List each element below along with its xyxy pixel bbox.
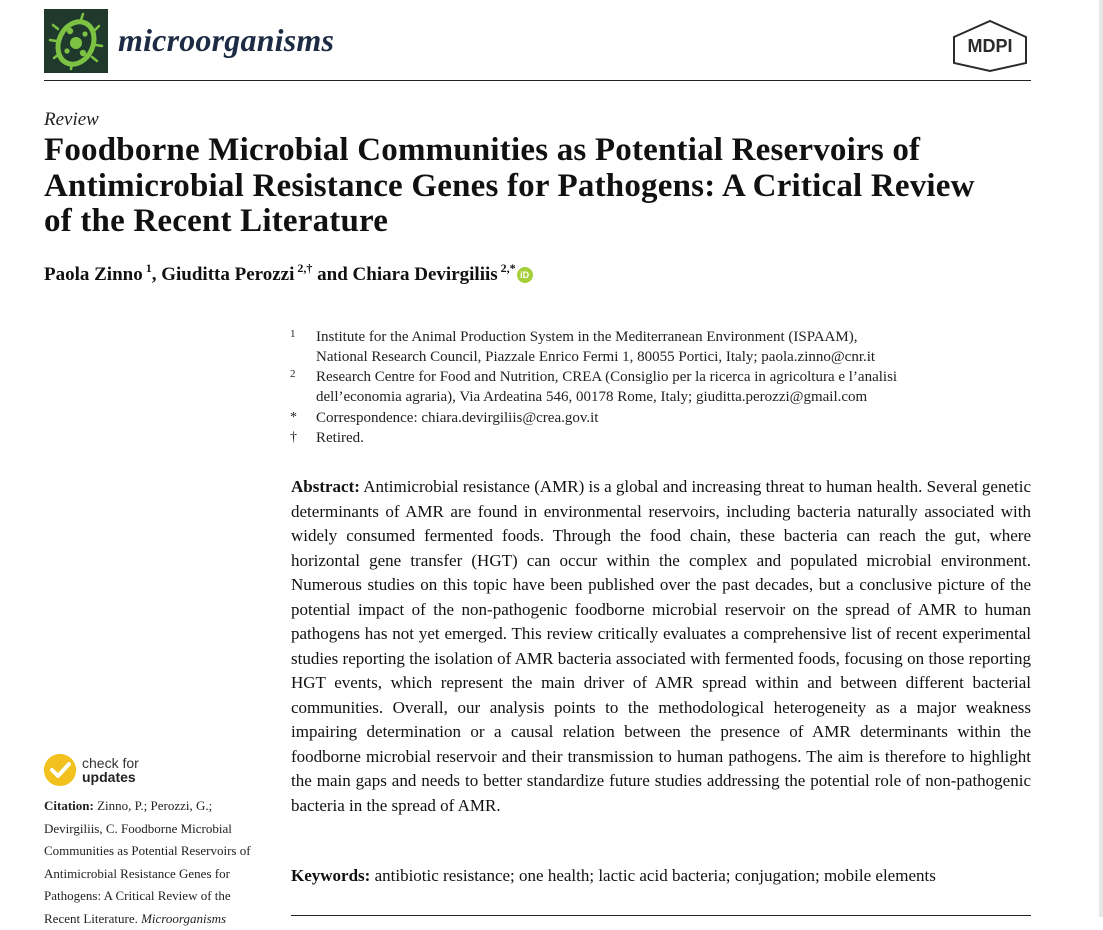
mdpi-logo — [950, 19, 1030, 73]
keywords-label: Keywords: — [291, 866, 371, 885]
header-divider — [44, 80, 1031, 81]
author-name[interactable]: Chiara Devirgiliis — [352, 264, 498, 285]
citation-journal: Microorganisms — [141, 910, 227, 926]
author-list — [44, 261, 533, 286]
abstract-text: Antimicrobial resistance (AMR) is a global and increasing threat to human health. Several genetic determinants of AMR are found in environmental reservoirs, including bacteria naturally associated with widely consumed fermented foods. Through the food chain, these bacteria can reach the gut, where horizontal gene transfer (HGT) can occur within the complex and populated microbial environment. Numerous studies on this topic have been published over the past decades, but a conclusive picture of the potential impact of the non-pathogenic foodborne microbial reservoir on the spread of AMR to human pathogens has not yet emerged. This review critically evaluates a comprehensive list of recent experimental studies reporting the isolation of AMR bacteria associated with fermented foods, focusing on those reporting HGT events, which represent the main driver of AMR spread within and between different bacterial communities. Overall, our analysis points to the methodological heterogeneity as a major weakness impairing determination or a causal relation between the presence of AMR determinants within the foodborne microbial reservoir and their transmission to human pathogens. The aim is therefore to highlight the main gaps and needs to better standardize future studies addressing the potential role of non-pathogenic bacteria in the spread of AMR. — [291, 477, 1032, 815]
check-label-line1: check for — [82, 755, 139, 771]
affiliation-line: Institute for the Animal Production System in the Mediterranean Environment (ISPAAM), — [316, 329, 858, 345]
citation-text: Zinno, P.; Perozzi, G.; Devirgiliis, C. Foodborne Microbial Communities as Potential Reservoirs of Antimicrobial Resistance Genes for Pathogens: A Critical Review of the Recent Literature. — [44, 798, 251, 926]
mdpi-logo-text: MDPI — [967, 36, 1013, 56]
author-affiliation-mark: 2,* — [500, 261, 516, 275]
check-label-line2: updates — [82, 769, 136, 785]
affiliation-mark: * — [290, 410, 297, 425]
article-title: Foodborne Microbial Communities as Potential Reservoirs of Antimicrobial Resistance Genes for Pathogens: A Critical Review of the Recent Literature — [44, 132, 975, 239]
affiliation-mark: 2 — [290, 368, 296, 380]
keywords-text: antibiotic resistance; one health; lactic acid bacteria; conjugation; mobile elements — [374, 866, 936, 885]
correspondence-line: Correspondence: chiara.devirgiliis@crea.gov.it — [316, 410, 599, 426]
journal-logo — [44, 9, 108, 73]
affiliation-line: Research Centre for Food and Nutrition, CREA (Consiglio per la ricerca in agricoltura e l’analisi — [316, 369, 898, 385]
checkmark-icon — [44, 754, 76, 786]
check-for-updates-badge[interactable] — [44, 754, 184, 788]
author-separator: , — [151, 264, 162, 285]
abstract-label: Abstract: — [291, 477, 360, 496]
retired-line: Retired. — [316, 430, 364, 446]
citation — [44, 795, 269, 930]
author-name[interactable]: Paola Zinno — [44, 264, 143, 285]
author-name[interactable]: Giuditta Perozzi — [161, 264, 295, 285]
orcid-icon[interactable]: iD — [517, 267, 533, 283]
article-type: Review — [44, 109, 99, 130]
author-separator: and — [312, 264, 353, 285]
author-affiliation-mark: 1 — [145, 261, 152, 275]
abstract — [291, 475, 1031, 818]
journal-name: microorganisms — [118, 22, 335, 58]
author-affiliation-mark: 2,† — [297, 261, 313, 275]
affiliation-mark: 1 — [290, 328, 296, 340]
keywords — [291, 864, 1031, 888]
affiliation-line: dell’economia agraria), Via Ardeatina 546, 00178 Rome, Italy; giuditta.perozzi@gmail.com — [316, 389, 868, 405]
section-divider — [291, 915, 1031, 916]
microorganism-icon — [44, 9, 108, 73]
citation-label: Citation: — [44, 798, 94, 813]
affiliation-line: National Research Council, Piazzale Enrico Fermi 1, 80055 Portici, Italy; paola.zinno@cnr.it — [316, 349, 876, 365]
affiliation-mark: † — [290, 430, 297, 445]
page-edge — [1099, 0, 1103, 917]
